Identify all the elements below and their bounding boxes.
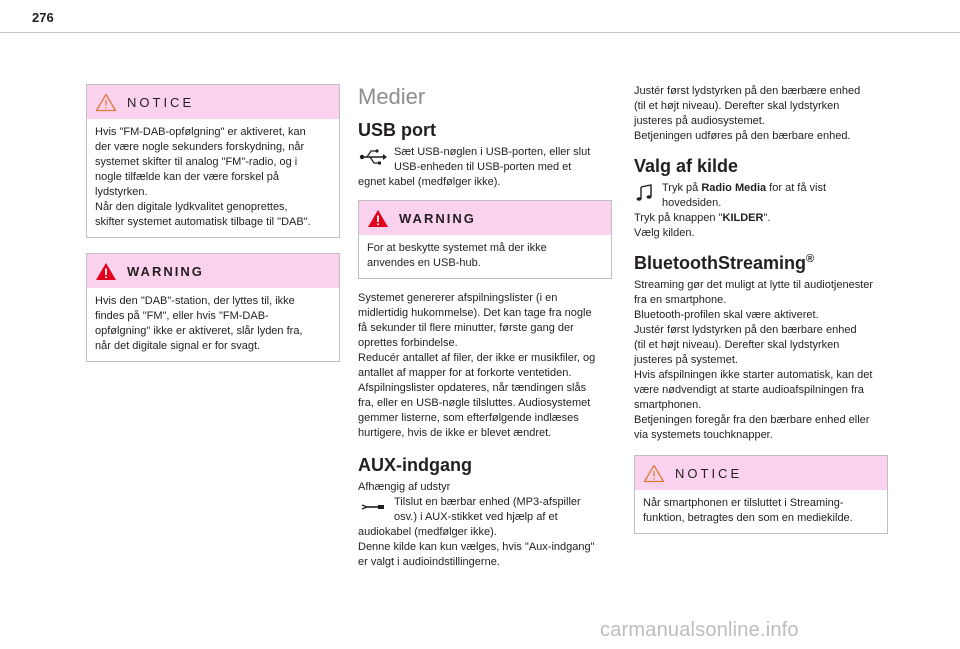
notice-line: nogle tilfælde kan der være forskel på bbox=[95, 171, 280, 183]
source-select-line: Vælg kilden. bbox=[634, 227, 695, 239]
usb-heading: USB port bbox=[358, 120, 436, 140]
source-button-line bbox=[634, 211, 888, 226]
bluetooth-heading-text: BluetoothStreaming bbox=[634, 253, 807, 273]
intro-line: Justér først lydstyrken på den bærbære enhed bbox=[634, 85, 861, 97]
warning-body bbox=[87, 288, 339, 361]
notice-header bbox=[635, 456, 887, 490]
bluetooth-heading bbox=[634, 253, 888, 274]
notice-line: systemet skifter til analog "FM"-radio, og i bbox=[95, 156, 298, 168]
notice-title: NOTICE bbox=[127, 94, 195, 110]
usb-intro-line: Sæt USB-nøglen i USB-porten, eller slut bbox=[394, 146, 591, 158]
notice-line: der være nogle sekunders forskydning, når bbox=[95, 141, 305, 153]
source-tap-prefix: Tryk på bbox=[662, 182, 702, 194]
bluetooth-line: Hvis afspilningen ikke starter automatisk, kan det bbox=[634, 369, 873, 381]
warning-title: WARNING bbox=[399, 210, 476, 226]
warning-line: opfølgning" ikke er aktiveret, slår lyden fra, bbox=[95, 325, 303, 337]
music-note-icon bbox=[634, 183, 656, 203]
aux-icon-line: osv.) i AUX-stikket ved hjælp af et bbox=[394, 511, 558, 523]
notice-triangle-icon bbox=[643, 464, 665, 483]
bluetooth-line: fra en smartphone. bbox=[634, 294, 727, 306]
bluetooth-line: via systemets touchknapper. bbox=[634, 429, 773, 441]
warning-triangle-icon bbox=[367, 209, 389, 228]
usb-body-line: få sekunder til flere minutter, første gang der bbox=[358, 322, 574, 334]
source-tap-line bbox=[634, 181, 888, 196]
usb-body-line: hurtigere, hvis de ikke er blevet ændret. bbox=[358, 427, 552, 439]
intro-line: justeres på audiosystemet. bbox=[634, 115, 765, 127]
warning-header bbox=[87, 254, 339, 288]
aux-heading: AUX-indgang bbox=[358, 455, 472, 475]
usb-intro bbox=[358, 145, 612, 190]
aux-rest-line: er valgt i audioindstillingerne. bbox=[358, 556, 500, 568]
source-button-prefix: Tryk på knappen " bbox=[634, 212, 723, 224]
section-title: Medier bbox=[358, 84, 426, 109]
source-heading: Valg af kilde bbox=[634, 156, 739, 176]
notice-line: Hvis "FM-DAB-opfølgning" er aktiveret, kan bbox=[95, 126, 306, 138]
warning-triangle-icon bbox=[95, 262, 117, 281]
bluetooth-line: justeres på systemet. bbox=[634, 354, 738, 366]
notice-body bbox=[87, 119, 339, 237]
streaming-notice-box bbox=[634, 455, 888, 534]
intro-line: (til et højt niveau). Derefter skal lydstyrken bbox=[634, 100, 840, 112]
bluetooth-line: Betjeningen foregår fra den bærbare enhed eller bbox=[634, 414, 870, 426]
notice-line: funktion, betragtes den som en mediekilde. bbox=[643, 512, 853, 524]
col3-intro bbox=[634, 84, 888, 144]
aux-line: Afhængig af udstyr bbox=[358, 481, 451, 493]
source-tap-suffix: for at få vist bbox=[766, 182, 827, 194]
bluetooth-line: smartphonen. bbox=[634, 399, 702, 411]
usb-intro-line: USB-enheden til USB-porten med et bbox=[394, 161, 572, 173]
usb-body-line: Systemet genererer afspilningslister (i en bbox=[358, 292, 558, 304]
notice-header bbox=[87, 85, 339, 119]
aux-intro bbox=[358, 495, 612, 525]
watermark: carmanualsonline.info bbox=[600, 619, 799, 641]
aux-rest-line: audiokabel (medfølger ikke). bbox=[358, 526, 497, 538]
usb-icon bbox=[358, 147, 388, 167]
usb-body-line: Afspilningslister opdateres, når tændingen slås bbox=[358, 382, 587, 394]
bluetooth-line: Justér først lydstyrken på den bærbare enhed bbox=[634, 324, 857, 336]
source-intro bbox=[634, 181, 888, 211]
source-tap-line2: hovedsiden. bbox=[662, 197, 722, 209]
source-button-suffix: ". bbox=[763, 212, 771, 224]
column-1 bbox=[86, 84, 340, 362]
usb-body-line: antallet af mapper for at forkorte ventetiden. bbox=[358, 367, 572, 379]
intro-line: Betjeningen udføres på den bærbare enhed. bbox=[634, 130, 851, 142]
warning-line: anvendes en USB-hub. bbox=[367, 257, 481, 269]
usb-warning-header bbox=[359, 201, 611, 235]
radio-media-label: Radio Media bbox=[701, 182, 767, 194]
usb-body bbox=[358, 291, 612, 441]
warning-box bbox=[86, 253, 340, 362]
column-3 bbox=[634, 84, 888, 534]
bluetooth-line: Streaming gør det muligt at lytte til audiotjenester bbox=[634, 279, 874, 291]
usb-body-line: midlertidig hukommelse). Det kan tage fra nogle bbox=[358, 307, 592, 319]
kilder-label: KILDER bbox=[722, 212, 764, 224]
usb-intro-line: egnet kabel (medfølger ikke). bbox=[358, 176, 501, 188]
usb-warning-body bbox=[359, 235, 611, 278]
warning-title: WARNING bbox=[127, 263, 204, 279]
notice-triangle-icon bbox=[95, 93, 117, 112]
notice-line: lydstyrken. bbox=[95, 186, 148, 198]
bluetooth-line: være nødvendigt at starte audioafspilningen fra bbox=[634, 384, 864, 396]
page-number: 276 bbox=[32, 10, 54, 25]
usb-body-line: oprettes forbindelse. bbox=[358, 337, 458, 349]
notice-title: NOTICE bbox=[675, 465, 743, 481]
warning-line: findes på "FM", eller hvis "FM-DAB- bbox=[95, 310, 269, 322]
warning-line: For at beskytte systemet må der ikke bbox=[367, 242, 547, 254]
bluetooth-line: (til et højt niveau). Derefter skal lydstyrken bbox=[634, 339, 840, 351]
bluetooth-line: Bluetooth-profilen skal være aktiveret. bbox=[634, 309, 819, 321]
warning-line: når det digitale signal er for svagt. bbox=[95, 340, 261, 352]
bluetooth-body bbox=[634, 278, 888, 443]
aux-jack-icon bbox=[358, 497, 388, 517]
notice-box bbox=[86, 84, 340, 238]
header-divider bbox=[0, 32, 960, 33]
notice-body bbox=[635, 490, 887, 533]
notice-line: skifter systemet automatisk tilbage til "DAB". bbox=[95, 216, 311, 228]
usb-warning-box bbox=[358, 200, 612, 279]
usb-body-line: Reducér antallet af filer, der ikke er musikfiler, og bbox=[358, 352, 596, 364]
usb-body-line: gemmer listerne, som efterfølgende indlæses bbox=[358, 412, 579, 424]
aux-rest-line: Denne kilde kan kun vælges, hvis "Aux-indgang" bbox=[358, 541, 595, 553]
notice-line: Når smartphonen er tilsluttet i Streaming- bbox=[643, 497, 844, 509]
aux-icon-line: Tilslut en bærbar enhed (MP3-afspiller bbox=[394, 496, 581, 508]
warning-line: Hvis den "DAB"-station, der lyttes til, ikke bbox=[95, 295, 295, 307]
registered-mark: ® bbox=[806, 253, 815, 265]
usb-body-line: fra, eller en USB-nøgle tilsluttes. Audiosystemet bbox=[358, 397, 591, 409]
notice-line: Når den digitale lydkvalitet genoprettes, bbox=[95, 201, 288, 213]
column-2 bbox=[358, 84, 612, 570]
